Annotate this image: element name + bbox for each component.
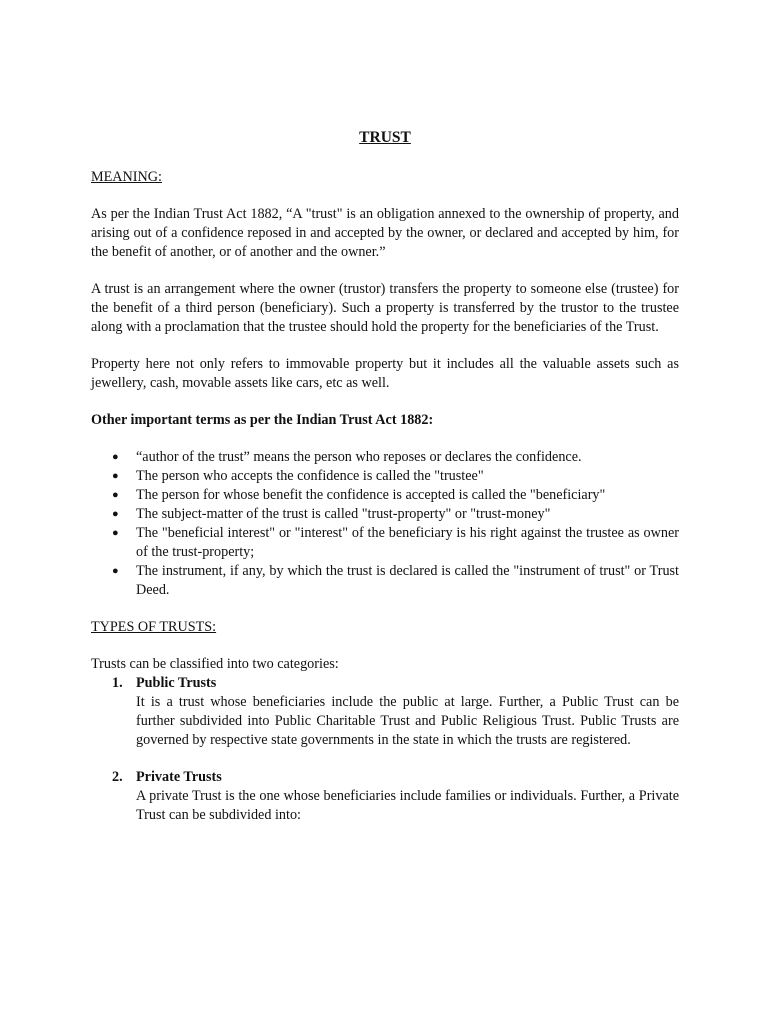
bullet-icon: ●: [112, 527, 119, 539]
document-page: [91, 128, 679, 843]
bullet-icon: ●: [112, 508, 119, 520]
list-item: [91, 524, 679, 562]
list-item: [91, 448, 679, 467]
term-text: The person who accepts the confidence is called the "trustee": [136, 468, 484, 484]
list-item: [91, 486, 679, 505]
term-text: The "beneficial interest" or "interest" of the beneficiary is his right against the trustee as owner of the trust-property;: [136, 525, 679, 560]
term-text: The instrument, if any, by which the trust is declared is called the "instrument of trust" or Trust Deed.: [136, 563, 679, 598]
meaning-paragraph-1: As per the Indian Trust Act 1882, “A "trust" is an obligation annexed to the ownership of property, and arising out of a confidence reposed in and accepted by the owner, or declared and accepted by him, for the benefit of another, or of another and the owner.”: [91, 206, 679, 260]
item-number: 2.: [112, 769, 123, 785]
term-text: The subject-matter of the trust is called "trust-property" or "trust-money": [136, 506, 551, 522]
term-text: The person for whose benefit the confidence is accepted is called the "beneficiary": [136, 487, 606, 503]
list-item: [91, 505, 679, 524]
term-text: “author of the trust” means the person who reposes or declares the confidence.: [136, 449, 582, 465]
types-list: [91, 674, 679, 825]
list-item: [91, 768, 679, 825]
terms-list: [91, 448, 679, 600]
types-intro: Trusts can be classified into two categories:: [91, 656, 339, 672]
bullet-icon: ●: [112, 470, 119, 482]
list-item: [91, 562, 679, 600]
type-description: It is a trust whose beneficiaries include the public at large. Further, a Public Trust can be further subdivided into Public Charitable Trust and Public Religious Trust. Public Trusts are governed by respective state governments in the state in which the trusts are registered.: [136, 694, 679, 748]
bullet-icon: ●: [112, 451, 119, 463]
bullet-icon: ●: [112, 565, 119, 577]
list-item: [91, 467, 679, 486]
bullet-icon: ●: [112, 489, 119, 501]
type-title: Public Trusts: [136, 675, 217, 691]
meaning-paragraph-3: Property here not only refers to immovable property but it includes all the valuable assets such as jewellery, cash, movable assets like cars, etc as well.: [91, 356, 679, 391]
list-item: [91, 674, 679, 750]
meaning-heading: MEANING:: [91, 169, 162, 185]
types-heading: TYPES OF TRUSTS:: [91, 619, 217, 635]
item-number: 1.: [112, 675, 123, 691]
terms-heading: Other important terms as per the Indian Trust Act 1882:: [91, 412, 434, 428]
type-title: Private Trusts: [136, 769, 222, 785]
type-description: A private Trust is the one whose beneficiaries include families or individuals. Further, a Private Trust can be subdivided into:: [136, 788, 679, 823]
document-title: TRUST: [359, 129, 411, 146]
meaning-paragraph-2: A trust is an arrangement where the owner (trustor) transfers the property to someone else (trustee) for the benefit of a third person (beneficiary). Such a property is transferred by the trustor to the trustee along with a proclamation that the trustee should hold the property for the beneficiaries of the Trust.: [91, 281, 679, 335]
